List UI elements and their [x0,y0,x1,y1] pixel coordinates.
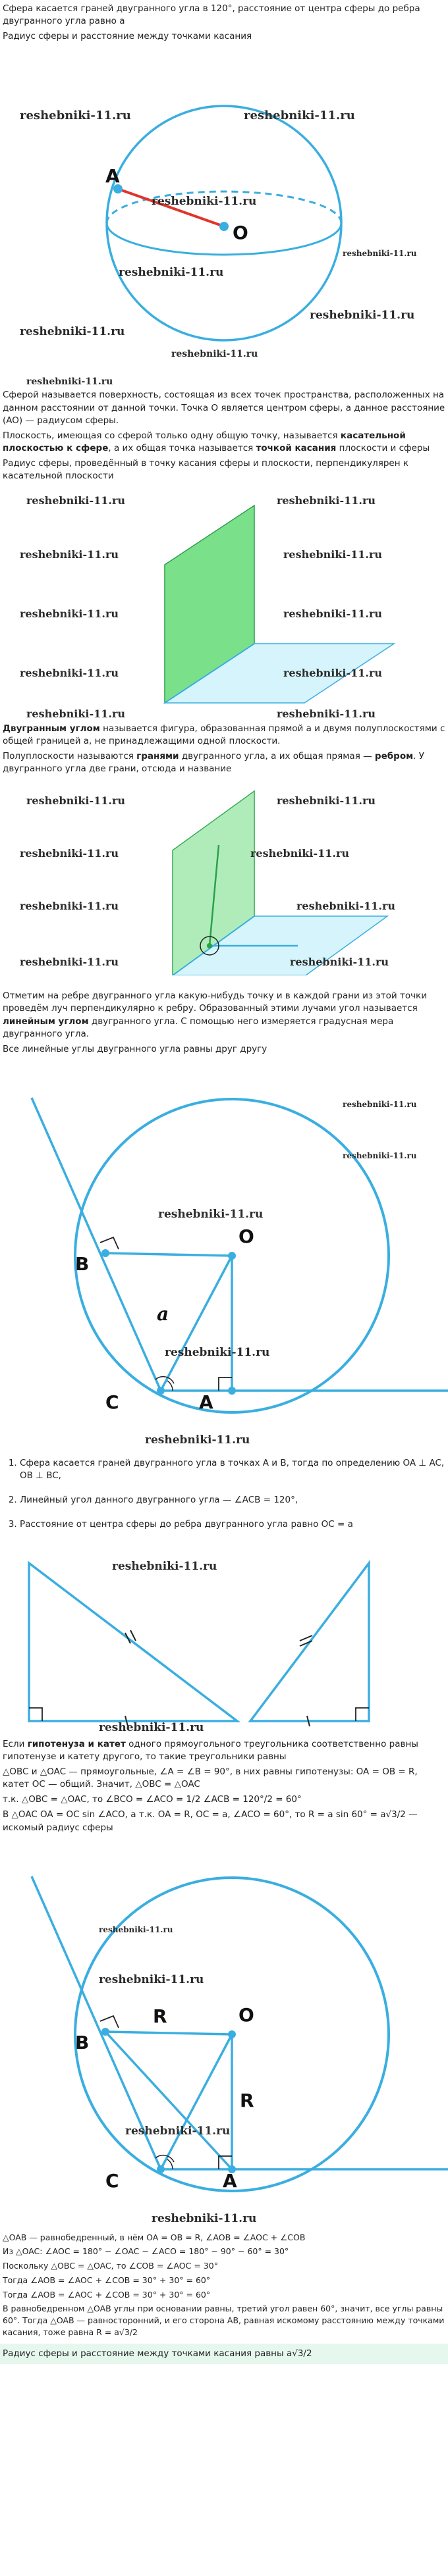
calc2-angle-aoc: Из △OAC: ∠AOC = 180° − ∠OAC − ∠ACO = 180° − 90° − 60° = 30° [3,2246,289,2257]
step-1: 1. Сфера касается граней двугранного угла в точках A и B, тогда по определению OA ⊥ AC, OB ⊥ BC, [20,1457,445,1482]
svg-text:reshebniki-11.ru: reshebniki-11.ru [20,548,119,561]
calc-angle-half: т.к. △OBC = △OAC, то ∠BCO = ∠ACO = 1/2 ∠ACB = 120°/2 = 60° [3,1794,302,1805]
step-2: 2. Линейный угол данного двугранного угла — ∠ACB = 120°, [20,1494,445,1507]
svg-text:reshebniki-11.ru: reshebniki-11.ru [20,900,119,913]
svg-text:reshebniki-11.ru: reshebniki-11.ru [296,900,396,913]
svg-text:reshebniki-11.ru: reshebniki-11.ru [290,956,389,969]
tangent-radius-property: Радиус сферы, проведённый в точку касания сферы и плоскости, перпендикулярен к касательной плоскости [3,458,409,482]
point-c-label: C [105,1391,119,1413]
calc2-isosceles: △OAB — равнобедренный, в нём OA = OB = R, ∠AOB = ∠AOC + ∠COB [3,2232,306,2242]
svg-text:reshebniki-11.ru: reshebniki-11.ru [26,794,126,808]
svg-text:reshebniki-11.ru: reshebniki-11.ru [20,666,119,679]
answer: Радиус сферы и расстояние между точками касания равны a√3/2 [0,2344,448,2364]
theory-dihedral [0,723,448,776]
watermark-row: reshebniki-11.ru reshebniki-11.ru [26,349,258,388]
svg-text:reshebniki-11.ru: reshebniki-11.ru [119,266,224,280]
solution-steps [0,1457,448,1532]
point-o-label: O [233,222,248,244]
svg-text:reshebniki-11.ru: reshebniki-11.ru [20,956,119,969]
svg-text:reshebniki-11.ru: reshebniki-11.ru [26,707,126,720]
calc-triangles-equal: △OBC и △OAC — прямоугольные, ∠A = ∠B = 90°, в них равны гипотенузы: OA = OB = R, катет OC — общий. Значит, △OBC = △OAC [3,1766,418,1790]
segment-a-label: a [157,1302,169,1325]
svg-text:reshebniki-11.ru: reshebniki-11.ru [277,494,376,507]
svg-text:reshebniki-11.ru: reshebniki-11.ru [343,1150,417,1160]
svg-text:reshebniki-11.ru: reshebniki-11.ru [20,607,119,620]
svg-text:reshebniki-11.ru: reshebniki-11.ru [283,548,383,561]
svg-text:reshebniki-11.ru: reshebniki-11.ru [343,249,417,259]
linear-angle-definition: Отметим на ребре двугранного угла какую-нибудь точку и в каждой грани из этой точки проведём луч перпендикулярно к ребру. Образованный этими лучами угол называется линейным углом двугранного угла. С помощью него измеряется градусная мера двугранного угла. [3,991,427,1039]
svg-text:reshebniki-11.ru: reshebniki-11.ru [244,109,355,123]
point-o-label-2: O [238,1225,254,1247]
svg-text:reshebniki-11.ru: reshebniki-11.ru [20,325,125,339]
point-a-label: A [105,165,120,188]
svg-text:reshebniki-11.ru: reshebniki-11.ru [145,1433,250,1447]
svg-text:reshebniki-11.ru: reshebniki-11.ru [277,707,376,720]
svg-text:reshebniki-11.ru: reshebniki-11.ru [158,1207,264,1221]
point-a-label-3: A [223,2169,237,2192]
faces-edge-definition: Полуплоскости называются гранями двугранного угла, а их общая прямая — ребром. У двугранного угла две грани, отсюда и название [3,750,424,775]
problem-line-1: Сфера касается граней двугранного угла в 120°, расстояние от центра сферы до ребра двугранного угла равно a [3,3,420,27]
point-b-label: B [75,1252,90,1275]
svg-text:reshebniki-11.ru: reshebniki-11.ru [277,794,376,808]
svg-text:reshebniki-11.ru: reshebniki-11.ru [125,2124,231,2138]
point-a-label-2: A [199,1391,213,1413]
theory-linear-angle [0,990,448,1056]
svg-text:reshebniki-11.ru: reshebniki-11.ru [20,109,131,123]
calc2-equilateral: В равнобедренном △OAB углы при основании равны, третий угол равен 60°, значит, все углы равны 60°. Тогда △OAB — равносторонний, и его сторона AB, равная искомому расстоянию между точками касания, тоже равна R = a√3/2 [3,2304,445,2337]
radius-label-1: R [153,2005,167,2027]
theory-sphere [0,389,448,482]
linear-angles-equal: Все линейные углы двугранного угла равны друг другу [3,1043,267,1054]
tangent-plane-definition: Плоскость, имеющая со сферой только одну общую точку, называется касательной плоскостью к сфере, а их общая точка называется точкой касания плоскости и сферы [3,430,430,454]
calc2-angle-cob: Поскольку △OBC = △OAC, то ∠COB = ∠AOC = 30° [3,2261,218,2271]
linear-angle-figure [0,778,448,975]
calc2-angle-aob: Тогда ∠AOB = ∠AOC + ∠COB = 30° + 30° = 60° [3,2275,211,2285]
final-calculation [0,2232,448,2338]
svg-text:reshebniki-11.ru: reshebniki-11.ru [99,1720,204,1734]
tangent-points-figure [0,1837,448,2232]
radius-label-2: R [240,2089,254,2111]
svg-text:reshebniki-11.ru: reshebniki-11.ru [165,1345,270,1359]
point-c-label-3: C [105,2169,119,2192]
dihedral-definition: Двугранным углом называется фигура, образованная прямой a и двумя полуплоскостями с общей границей a, не принадлежащими одной плоскости. [3,723,445,746]
svg-text:reshebniki-11.ru: reshebniki-11.ru [20,847,119,860]
point-o-label-3: O [238,2003,254,2026]
svg-text:reshebniki-11.ru: reshebniki-11.ru [112,1559,217,1573]
calc2-angle-aob-repeat: Тогда ∠AOB = ∠AOC + ∠COB = 30° + 30° = 60° [3,2289,211,2300]
cross-section-figure [0,1058,448,1453]
svg-text:reshebniki-11.ru: reshebniki-11.ru [310,309,415,322]
problem-statement [0,0,448,43]
svg-text:reshebniki-11.ru: reshebniki-11.ru [343,1099,417,1109]
problem-line-2: Радиус сферы и расстояние между точками касания [3,31,252,42]
svg-text:reshebniki-11.ru: reshebniki-11.ru [26,494,126,507]
point-b-label-3: B [75,2031,90,2053]
sphere-figure [0,45,448,343]
step-3: 3. Расстояние от центра сферы до ребра двугранного угла равно OC = a [20,1518,445,1531]
svg-text:reshebniki-11.ru: reshebniki-11.ru [283,666,383,679]
svg-text:reshebniki-11.ru: reshebniki-11.ru [99,1924,173,1934]
calc-radius: В △OAC OA = OC sin ∠ACO, а т.к. OA = R, OC = a, ∠ACO = 60°, то R = a sin 60° = a√3/2 — искомый радиус сферы [3,1809,418,1833]
svg-text:reshebniki-11.ru: reshebniki-11.ru [152,195,257,209]
hypotenuse-theorem [0,1738,448,1834]
right-triangles-figure [0,1543,448,1734]
svg-text:reshebniki-11.ru: reshebniki-11.ru [152,2211,257,2225]
svg-text:reshebniki-11.ru: reshebniki-11.ru [99,1972,204,1986]
dihedral-angle-figure [0,486,448,723]
svg-text:reshebniki-11.ru: reshebniki-11.ru [250,847,350,860]
hypotenuse-leg-rule: Если гипотенуза и катет одного прямоугольного треугольника соответственно равны гипотенузе и катету другого, то такие треугольники равны [3,1738,418,1762]
svg-text:reshebniki-11.ru: reshebniki-11.ru [283,607,383,620]
sphere-definition: Сферой называется поверхность, состоящая из всех точек пространства, расположенных на данном расстоянии от данной точки. Точка O является центром сферы, а данное расстояние (AO) — радиусом сферы. [3,390,445,426]
